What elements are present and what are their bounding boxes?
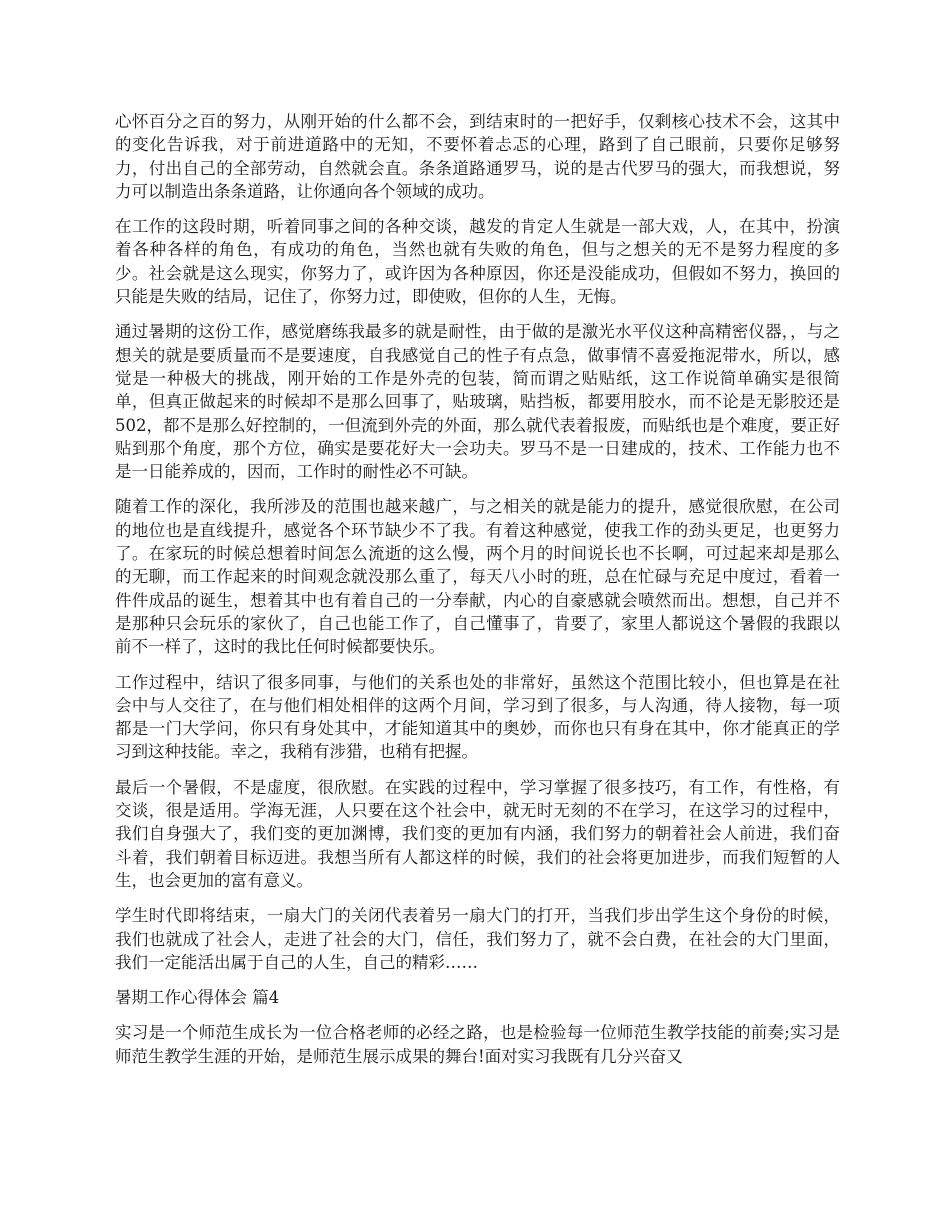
paragraph-6: 最后一个暑假，不是虚度，很欣慰。在实践的过程中，学习掌握了很多技巧，有工作，有性格，有交谈，很是适用。学海无涯，人只要在这个社会中，就无时无刻的不在学习，在这学习的过程中，我们自身强大了，我们变的更加渊博，我们变的更加有内涵，我们努力的朝着社会人前进，我们奋斗着，我们朝着目标迈进。我想当所有人都这样的时候，我们的社会将更加进步，而我们短暂的人生，也会更加的富有意义。 (115, 777, 840, 890)
paragraph-7: 学生时代即将结束，一扇大门的关闭代表着另一扇大门的打开，当我们步出学生这个身份的时候，我们也就成了社会人，走进了社会的大门，信任，我们努力了，就不会白费，在社会的大门里面，我们一定能活出属于自己的人生，自己的精彩…… (115, 906, 840, 972)
paragraph-8: 实习是一个师范生成长为一位合格老师的必经之路，也是检验每一位师范生教学技能的前奏;实习是师范生教学生涯的开始，是师范生展示成果的舞台!面对实习我既有几分兴奋又 (115, 1023, 840, 1066)
paragraph-3: 通过暑期的这份工作，感觉磨练我最多的就是耐性，由于做的是激光水平仪这种高精密仪器，，与之想关的就是要质量而不是要速度，自我感觉自己的性子有点急，做事情不喜爱拖泥带水，所以，感觉是一种极大的挑战，刚开始的工作是外壳的包装，简而谓之贴贴纸，这工作说简单确实是很简单，但真正做起来的时候却不是那么回事了，贴玻璃，贴挡板，都要用胶水，而不论是无影胶还是502，都不是那么好控制的，一但流到外壳的外面，那么就代表着报废，而贴纸也是个难度，要正好贴到那个角度，那个方位，确实是要花好大一会功夫。罗马不是一日建成的，技术、工作能力也不是一日能养成的，因而，工作时的耐性必不可缺。 (115, 322, 840, 482)
section-heading: 暑期工作心得体会 篇4 (115, 988, 280, 1008)
paragraph-5: 工作过程中，结识了很多同事，与他们的关系也处的非常好，虽然这个范围比较小，但也算是在社会中与人交往了，在与他们相处相伴的这两个月间，学习到了很多，与人沟通，待人接物，每一项都是一门大学问，你只有身处其中，才能知道其中的奥妙，而你也只有身在其中，你才能真正的学习到这种技能。幸之，我稍有涉猎，也稍有把握。 (115, 672, 840, 762)
document-page (115, 110, 840, 1080)
paragraph-2: 在工作的这段时期，听着同事之间的各种交谈，越发的肯定人生就是一部大戏，人，在其中，扮演着各种各样的角色，有成功的角色，当然也就有失败的角色，但与之想关的无不是努力程度的多少。社会就是这么现实，你努力了，或许因为各种原因，你还是没能成功，但假如不努力，换回的只能是失败的结局，记住了，你努力过，即使败，但你的人生，无悔。 (115, 217, 840, 307)
paragraph-1: 心怀百分之百的努力，从刚开始的什么都不会，到结束时的一把好手，仅剩核心技术不会，这其中的变化告诉我，对于前进道路中的无知，不要怀着忐忑的心理，路到了自己眼前，只要你足够努力，付出自己的全部劳动，自然就会直。条条道路通罗马，说的是古代罗马的强大，而我想说，努力可以制造出条条道路，让你通向各个领域的成功。 (115, 112, 840, 201)
paragraph-4: 随着工作的深化，我所涉及的范围也越来越广，与之相关的就是能力的提升，感觉很欣慰，在公司的地位也是直线提升，感觉各个环节缺少不了我。有着这种感觉，使我工作的劲头更足，也更努力了。在家玩的时候总想着时间怎么流逝的这么慢，两个月的时间说长也不长啊，可过起来却是那么的无聊，而工作起来的时间观念就没那么重了，每天八小时的班，总在忙碌与充足中度过，看着一件件成品的诞生，想着其中也有着自己的一分奉献，内心的自豪感就会喷然而出。想想，自己并不是那种只会玩乐的家伙了，自己也能工作了，自己懂事了，肯要了，家里人都说这个暑假的我跟以前不一样了，这时的我比任何时候都要快乐。 (115, 497, 840, 657)
